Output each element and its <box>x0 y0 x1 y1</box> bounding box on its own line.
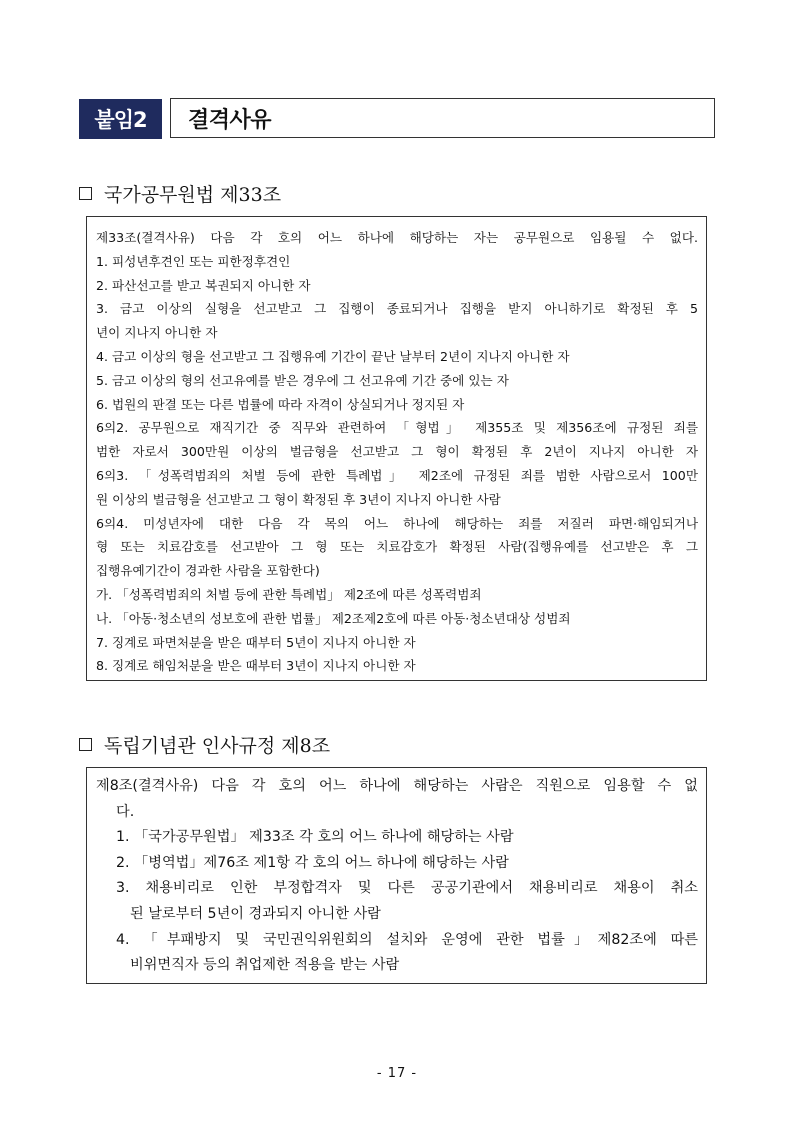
article-line: 4. 금고 이상의 형을 선고받고 그 집행유예 기간이 끝난 날부터 2년이 지나지 아니한 자 <box>96 348 570 364</box>
article-line: 7. 징계로 파면처분을 받은 때부터 5년이 지나지 아니한 자 <box>96 634 416 650</box>
article-line: 3. 금고 이상의 실형을 선고받고 그 집행이 종료되거나 집행을 받지 아니하기로 확정된 후 5 <box>96 301 698 317</box>
page-number: - 17 - <box>376 1066 418 1081</box>
section-heading-label: 독립기념관 인사규정 제8조 <box>104 735 331 757</box>
article-line: 제8조(결격사유) 다음 각 호의 어느 하나에 해당하는 사람은 직원으로 임용할 수 없 <box>96 778 698 794</box>
civil-service-act-article-box <box>86 216 707 681</box>
article-line: 범한 자로서 300만원 이상의 벌금형을 선고받고 그 형이 확정된 후 2년이 지나지 아니한 자 <box>96 444 698 460</box>
attachment-badge: 붙임2 <box>79 99 162 139</box>
article-line: 1. 「국가공무원법」 제33조 각 호의 어느 하나에 해당하는 사람 <box>116 829 514 846</box>
article-line: 5. 금고 이상의 형의 선고유예를 받은 경우에 그 선고유예 기간 중에 있는 자 <box>96 372 509 388</box>
article-line: 원 이상의 벌금형을 선고받고 그 형이 확정된 후 3년이 지나지 아니한 사람 <box>96 491 501 507</box>
article-line: 2. 「병역법」제76조 제1항 각 호의 어느 하나에 해당하는 사람 <box>116 854 509 871</box>
checkbox-square-icon <box>79 738 92 751</box>
article-line: 형 또는 치료감호를 선고받아 그 형 또는 치료감호가 확정된 사람(집행유예를 선고받은 후 그 <box>96 539 698 555</box>
section-heading-civil-service-act <box>79 180 281 207</box>
article-line: 된 날로부터 5년이 경과되지 아니한 사람 <box>130 905 381 922</box>
page-title: 결격사유 <box>170 98 715 138</box>
section-heading-museum-regulation <box>79 731 330 758</box>
article-line: 6의2. 공무원으로 재직기간 중 직무와 관련하여 「형법」 제355조 및 제356조에 규정된 죄를 <box>96 420 698 436</box>
article-line: 가. 「성폭력범죄의 처벌 등에 관한 특례법」 제2조에 따른 성폭력범죄 <box>96 586 482 602</box>
article-line: 1. 피성년후견인 또는 피한정후견인 <box>96 253 291 269</box>
article-line: 4. 「부패방지 및 국민권익위원회의 설치와 운영에 관한 법률」제82조에 따른 <box>116 931 698 948</box>
article-line: 6. 법원의 판결 또는 다른 법률에 따라 자격이 상실되거나 정지된 자 <box>96 396 465 412</box>
article-line: 6의4. 미성년자에 대한 다음 각 목의 어느 하나에 해당하는 죄를 저질러 파면·해임되거나 <box>96 515 698 531</box>
article-line: 3. 채용비리로 인한 부정합격자 및 다른 공공기관에서 채용비리로 채용이 취소 <box>116 880 698 897</box>
article-line: 집행유예기간이 경과한 사람을 포함한다) <box>96 563 320 579</box>
article-line: 8. 징계로 해임처분을 받은 때부터 3년이 지나지 아니한 자 <box>96 658 416 674</box>
museum-regulation-article-box <box>86 767 707 984</box>
article-line: 년이 지나지 아니한 자 <box>96 325 218 341</box>
article-line: 6의3. 「성폭력범죄의 처벌 등에 관한 특례법」 제2조에 규정된 죄를 범한 사람으로서 100만 <box>96 467 698 483</box>
article-line: 나. 「아동·청소년의 성보호에 관한 법률」 제2조제2호에 따른 아동·청소년대상 성범죄 <box>96 610 571 626</box>
checkbox-square-icon <box>79 187 92 200</box>
article-line: 2. 파산선고를 받고 복권되지 아니한 자 <box>96 277 311 293</box>
article-line: 비위면직자 등의 취업제한 적용을 받는 사람 <box>130 957 400 974</box>
section-heading-label: 국가공무원법 제33조 <box>104 184 282 206</box>
article-line: 제33조(결격사유) 다음 각 호의 어느 하나에 해당하는 자는 공무원으로 임용될 수 없다. <box>96 230 698 245</box>
article-line: 다. <box>116 803 135 820</box>
